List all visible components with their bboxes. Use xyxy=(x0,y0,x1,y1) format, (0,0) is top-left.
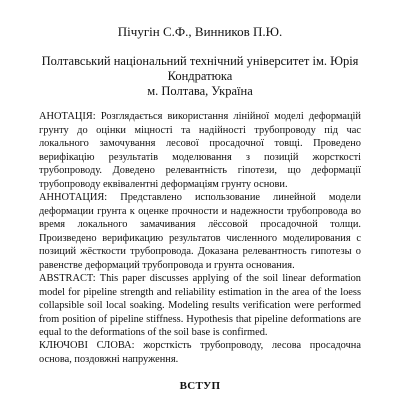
abstract-russian xyxy=(39,191,361,273)
abstract-russian-text: Представлено использование линейной модели деформации грунта к оценке прочности и надежности трубопровода во время локального замачивания лёссовой просадочной толщи. Произведено верификацию результатов численного моделирования с позиций жёсткости трубопровода. Доказана релевантность гипотезы о равенстве деформаций трубопровода и грунта основания. xyxy=(39,192,361,271)
affiliation-line-2: м. Полтава, Україна xyxy=(147,84,253,98)
abstract-ukrainian-label: АНОТАЦІЯ: xyxy=(39,111,96,122)
abstract-english xyxy=(39,272,361,340)
keywords-text: жорсткість трубопроводу, лесова просадочна основа, поздовжні напруження. xyxy=(39,340,361,365)
keywords-label: КЛЮЧОВІ СЛОВА: xyxy=(39,340,135,351)
affiliation xyxy=(30,54,370,99)
abstract-russian-label: АННОТАЦИЯ: xyxy=(39,192,108,203)
abstract-english-label: ABSTRACT: xyxy=(39,273,96,284)
abstract-ukrainian xyxy=(39,110,361,192)
abstract-ukrainian-text: Розглядається використання лінійної моделі деформацій грунту до оцінки міцності та надійності трубопроводу під час локального замочування лесової просадочної товщі. Проведено верифікацію результатів моделювання з позицій жорсткості трубопроводу. Доведено релевантність гіпотези, що деформації трубопроводу еквівалентні деформаціям грунту основи. xyxy=(39,111,361,190)
keywords xyxy=(39,339,361,366)
abstract-english-text: This paper discusses applying of the soil linear deformation model for pipeline strength and reliability estimation in the area of the loess collapsible soil local soaking. Modeling results verification were performed from position of pipeline stiffness. Hypothesis that pipeline deformations are equal to the deformations of the soil base is confirmed. xyxy=(39,273,361,339)
section-heading: ВСТУП xyxy=(179,380,221,392)
affiliation-line-1: Полтавський національний технічний університет ім. Юрія Кондратюка xyxy=(41,54,359,83)
authors: Пічугін С.Ф., Винников П.Ю. xyxy=(117,24,283,39)
